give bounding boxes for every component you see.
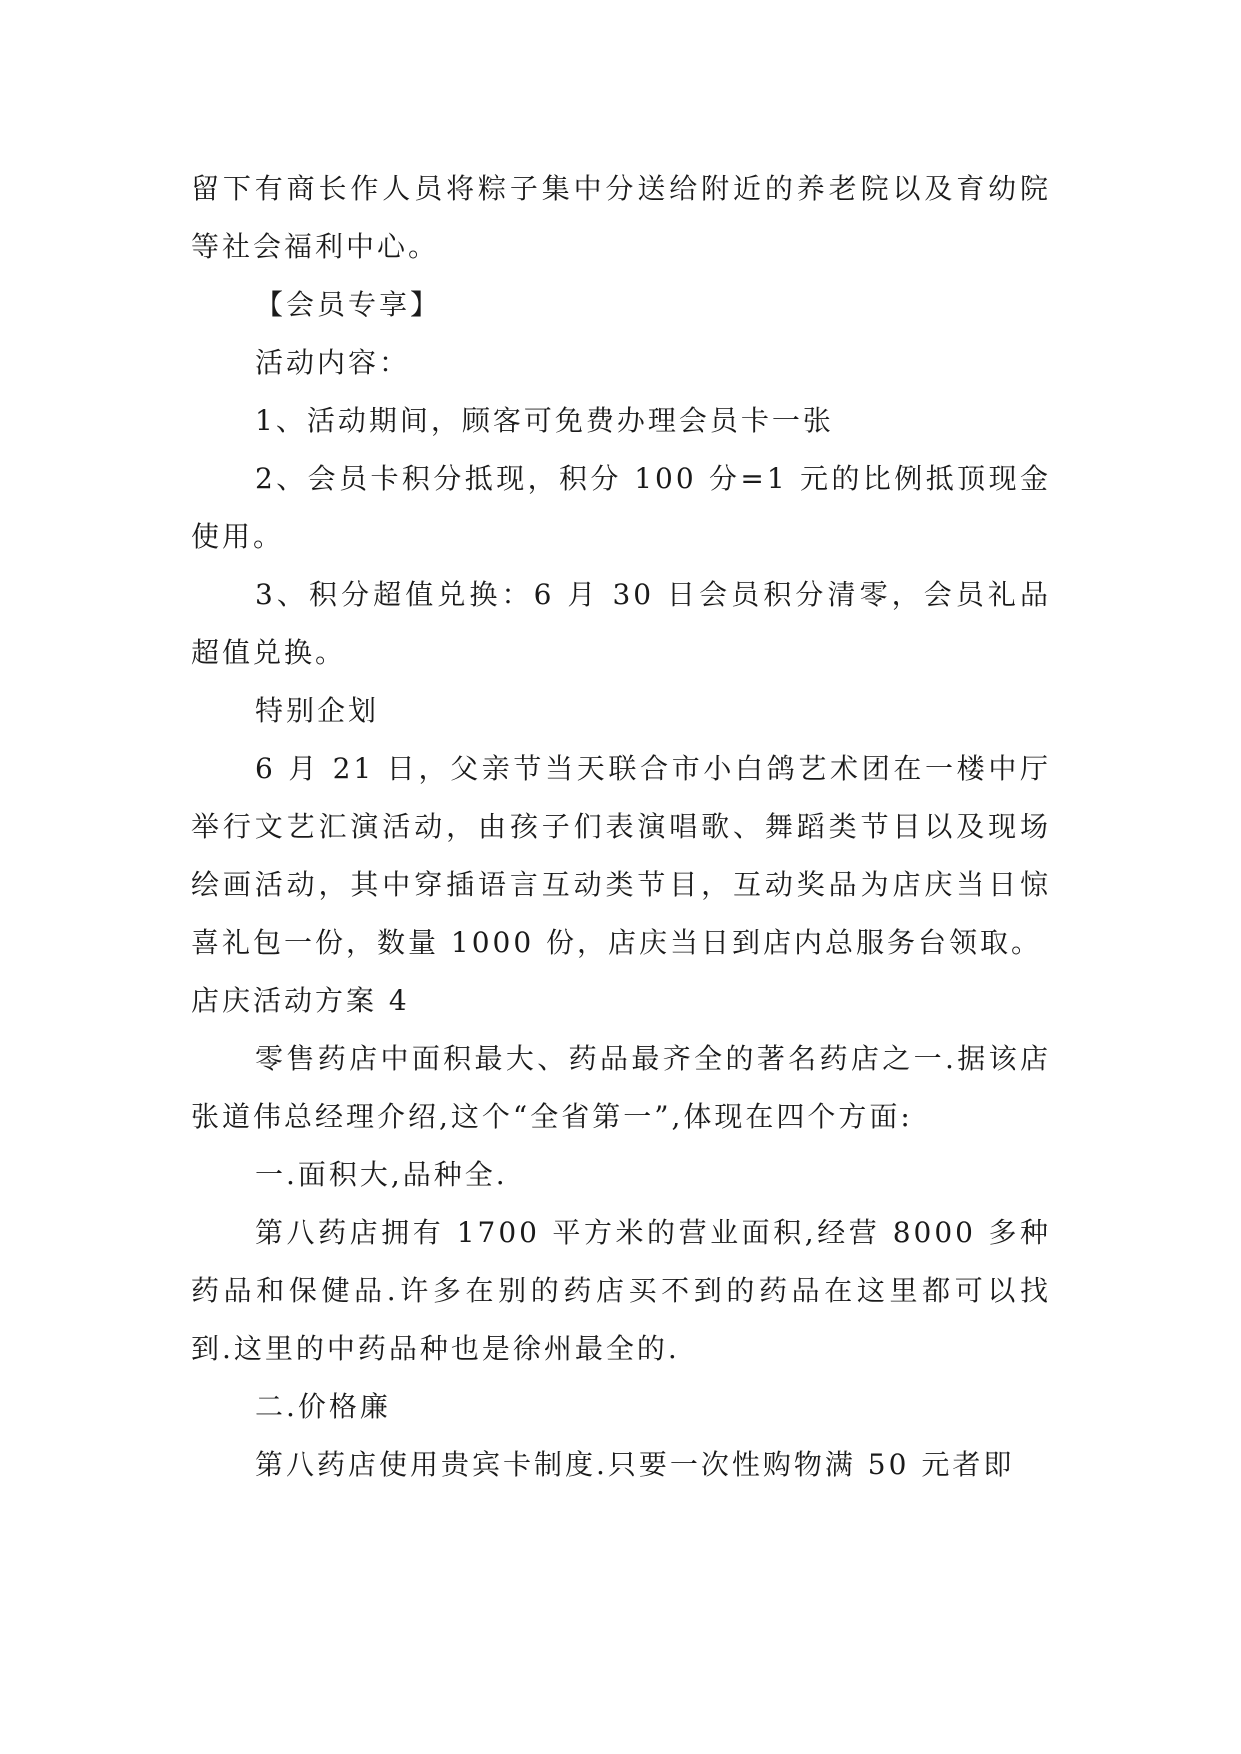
list-item-points-exchange: 3、积分超值兑换：6 月 30 日会员积分清零，会员礼品超值兑换。 — [191, 578, 1051, 669]
list-item-free-member-card: 1、活动期间，顾客可免费办理会员卡一张 — [255, 404, 834, 437]
section-heading-member-exclusive: 【会员专享】 — [255, 288, 442, 321]
document-body — [191, 160, 1051, 1494]
paragraph-activity-content-label: 活动内容： — [255, 346, 411, 379]
section-title-plan-4: 店庆活动方案 4 — [191, 984, 410, 1017]
paragraph-fathers-day-event: 6 月 21 日，父亲节当天联合市小白鸽艺术团在一楼中厅举行文艺汇演活动，由孩子们表演唱歌、舞蹈类节目以及现场绘画活动，其中穿插语言互动类节目，互动奖品为店庆当日惊喜礼包一份，数量 1000 份，店庆当日到店内总服务台领取。 — [191, 752, 1051, 959]
section-heading-special-plan: 特别企划 — [255, 694, 380, 727]
paragraph-area-details: 第八药店拥有 1700 平方米的营业面积,经营 8000 多种药品和保健品.许多在别的药店买不到的药品在这里都可以找到.这里的中药品种也是徐州最全的. — [191, 1216, 1051, 1365]
subheading-low-price: 二.价格廉 — [255, 1390, 391, 1423]
paragraph-pharmacy-intro: 零售药店中面积最大、药品最齐全的著名药店之一.据该店张道伟总经理介绍,这个“全省第一”,体现在四个方面: — [191, 1042, 1051, 1133]
subheading-large-area: 一.面积大,品种全. — [255, 1158, 508, 1191]
paragraph-vip-card: 第八药店使用贵宾卡制度.只要一次性购物满 50 元者即 — [255, 1448, 1015, 1481]
list-item-points-cash: 2、会员卡积分抵现，积分 100 分=1 元的比例抵顶现金使用。 — [191, 462, 1051, 553]
paragraph-welfare-distribution: 留下有商长作人员将粽子集中分送给附近的养老院以及育幼院等社会福利中心。 — [191, 172, 1051, 263]
